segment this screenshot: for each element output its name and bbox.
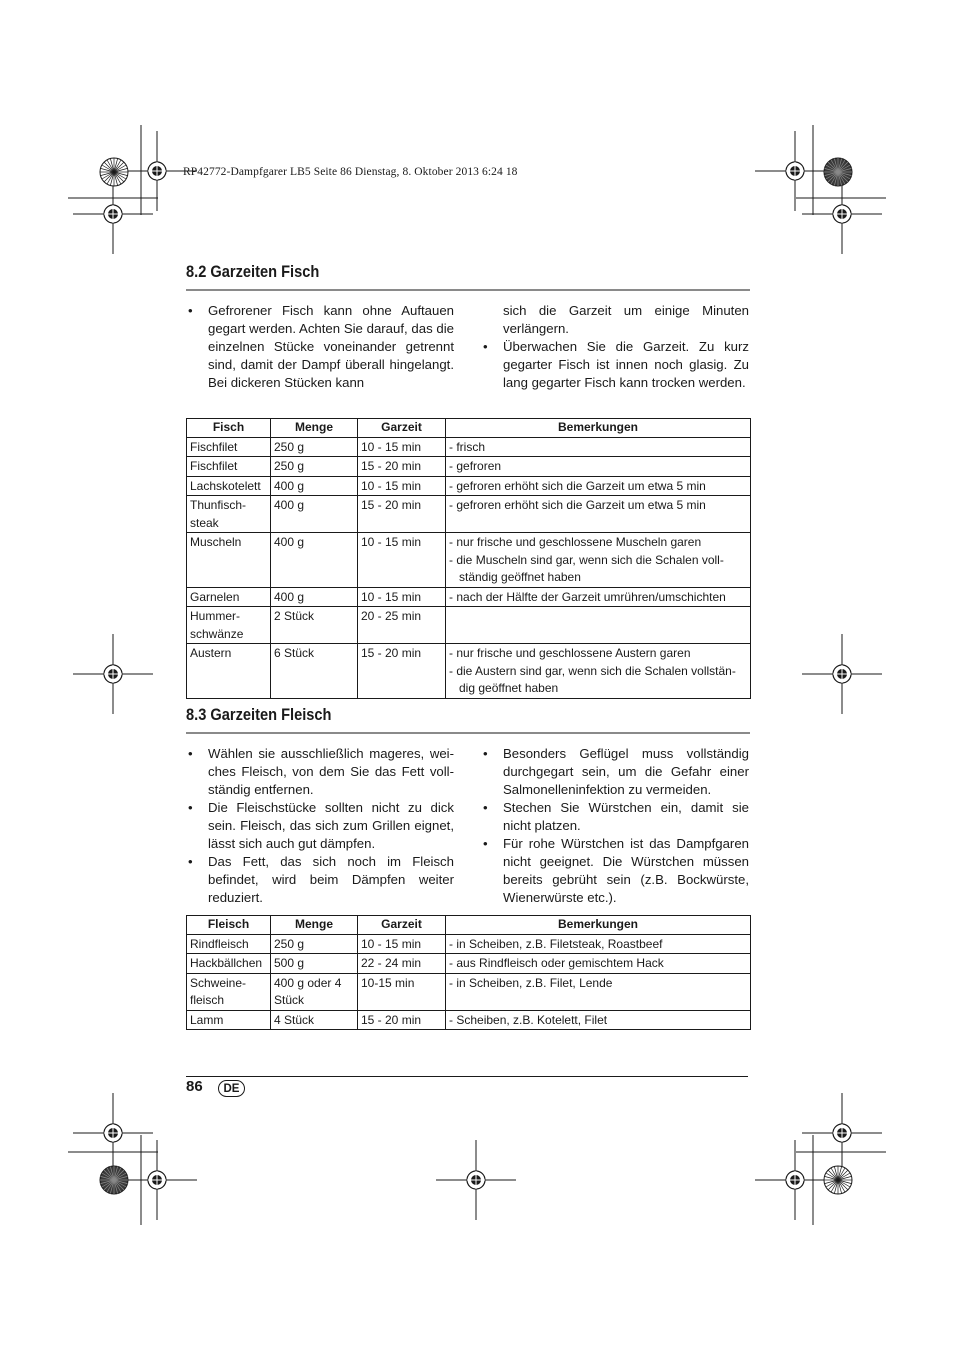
cell-notes xyxy=(446,1010,751,1030)
column-header-notes: Bemerkungen xyxy=(446,916,751,935)
note-line: - gefroren xyxy=(449,458,747,476)
cell-notes xyxy=(446,476,751,496)
registration-mark-dot xyxy=(837,209,847,219)
note-line: - Scheiben, z.B. Kotelett, Filet xyxy=(449,1012,747,1030)
cell-time: 20 - 25 min xyxy=(358,607,446,644)
registration-mark-icon xyxy=(104,1124,122,1142)
registration-mark-dot xyxy=(152,1175,162,1185)
table-row xyxy=(187,1010,751,1030)
cell-notes xyxy=(446,934,751,954)
cell-item: Fischfilet xyxy=(187,437,271,457)
section-rule-meat xyxy=(186,732,750,734)
cell-time: 15 - 20 min xyxy=(358,1010,446,1030)
cell-notes xyxy=(446,587,751,607)
cell-notes xyxy=(446,533,751,588)
cell-amount: 400 g oder 4 Stück xyxy=(271,973,358,1010)
registration-mark-dot xyxy=(837,669,847,679)
cell-amount: 400 g xyxy=(271,533,358,588)
cell-item: Fischfilet xyxy=(187,457,271,477)
bullet-item: • Die Fleischstücke sollten nicht zu dick sein. Fleisch, das sich zum Grillen eignet, lässt sich auch gut dämpfen. xyxy=(186,799,454,853)
registration-mark-icon xyxy=(148,1171,166,1189)
color-wheel-icon xyxy=(824,158,852,186)
meat-bullet-list-left xyxy=(186,745,454,907)
registration-mark-icon xyxy=(148,162,166,180)
cell-item: Hackbällchen xyxy=(187,954,271,974)
meat-text-left xyxy=(186,745,454,907)
registration-mark-dot xyxy=(790,166,800,176)
column-header-notes: Bemerkungen xyxy=(446,419,751,438)
fish-bullet-list-right xyxy=(481,338,749,392)
registration-mark-icon xyxy=(786,162,804,180)
color-wheel-icon xyxy=(100,158,128,186)
section-rule-fish xyxy=(186,289,750,291)
table-row xyxy=(187,533,751,588)
table-row xyxy=(187,607,751,644)
cell-item: Hummer-schwänze xyxy=(187,607,271,644)
cell-amount: 500 g xyxy=(271,954,358,974)
note-line: - nach der Hälfte der Garzeit umrühren/umschichten xyxy=(449,589,747,607)
table-row xyxy=(187,954,751,974)
color-wheel-icon xyxy=(100,1166,128,1194)
cell-time: 10-15 min xyxy=(358,973,446,1010)
registration-mark-icon xyxy=(833,205,851,223)
table-row xyxy=(187,644,751,699)
cell-notes xyxy=(446,496,751,533)
column-header-item: Fisch xyxy=(187,419,271,438)
cell-item: Schweine-fleisch xyxy=(187,973,271,1010)
meat-text-right xyxy=(481,745,749,907)
note-line: - gefroren erhöht sich die Garzeit um etwa 5 min xyxy=(449,497,747,515)
fish-continuation-text: sich die Garzeit um einige Minuten verlängern. xyxy=(503,303,749,336)
section-title-fish: 8.2 Garzeiten Fisch xyxy=(186,262,320,281)
cell-amount: 6 Stück xyxy=(271,644,358,699)
note-line: - nur frische und geschlossene Austern garen xyxy=(449,645,747,663)
fish-text-right xyxy=(481,302,749,392)
note-line: - frisch xyxy=(449,439,747,457)
column-header-item: Fleisch xyxy=(187,916,271,935)
registration-mark-icon xyxy=(833,1124,851,1142)
section-title-meat: 8.3 Garzeiten Fleisch xyxy=(186,705,332,724)
note-line: - aus Rindfleisch oder gemischtem Hack xyxy=(449,955,747,973)
registration-mark-icon xyxy=(833,665,851,683)
cell-time: 10 - 15 min xyxy=(358,533,446,588)
fish-cooking-table xyxy=(186,418,751,699)
registration-mark-dot xyxy=(471,1175,481,1185)
registration-mark-icon xyxy=(104,205,122,223)
cell-item: Muscheln xyxy=(187,533,271,588)
cell-notes xyxy=(446,973,751,1010)
note-line: - nur frische und geschlossene Muscheln garen xyxy=(449,534,747,552)
note-line: - die Austern sind gar, wenn sich die Schalen vollstän-dig geöffnet haben xyxy=(449,663,747,698)
cell-item: Rindfleisch xyxy=(187,934,271,954)
note-line: - die Muscheln sind gar, wenn sich die Schalen voll-ständig geöffnet haben xyxy=(449,552,747,587)
column-header-amount: Menge xyxy=(271,419,358,438)
registration-mark-icon xyxy=(104,665,122,683)
cell-item: Thunfisch-steak xyxy=(187,496,271,533)
cell-item: Lachskotelett xyxy=(187,476,271,496)
registration-mark-icon xyxy=(786,1171,804,1189)
color-wheel-icon xyxy=(824,1166,852,1194)
table-row xyxy=(187,476,751,496)
cell-amount: 250 g xyxy=(271,437,358,457)
cell-time: 15 - 20 min xyxy=(358,496,446,533)
footer-rule xyxy=(186,1076,748,1077)
note-line: - in Scheiben, z.B. Filet, Lende xyxy=(449,975,747,993)
meat-bullet-list-right xyxy=(481,745,749,907)
bullet-item: • Stechen Sie Würstchen ein, damit sie nicht platzen. xyxy=(481,799,749,835)
note-line: - gefroren erhöht sich die Garzeit um etwa 5 min xyxy=(449,478,747,496)
cell-item: Austern xyxy=(187,644,271,699)
registration-mark-dot xyxy=(790,1175,800,1185)
table-row xyxy=(187,587,751,607)
cell-amount: 2 Stück xyxy=(271,607,358,644)
bullet-item: • Wählen sie ausschließlich mageres, wei-ches Fleisch, von dem Sie das Fett voll-ständig entfernen. xyxy=(186,745,454,799)
cell-amount: 4 Stück xyxy=(271,1010,358,1030)
table-row xyxy=(187,934,751,954)
cell-amount: 400 g xyxy=(271,496,358,533)
cell-amount: 250 g xyxy=(271,457,358,477)
registration-mark-dot xyxy=(108,1128,118,1138)
table-row xyxy=(187,496,751,533)
table-row xyxy=(187,973,751,1010)
cell-time: 15 - 20 min xyxy=(358,644,446,699)
table-row xyxy=(187,457,751,477)
column-header-time: Garzeit xyxy=(358,916,446,935)
cell-time: 10 - 15 min xyxy=(358,934,446,954)
table-header-row xyxy=(187,916,751,935)
cell-amount: 250 g xyxy=(271,934,358,954)
cell-notes xyxy=(446,437,751,457)
fish-bullet-list-left xyxy=(186,302,454,392)
cell-time: 10 - 15 min xyxy=(358,476,446,496)
cell-notes xyxy=(446,457,751,477)
page-number: 86 xyxy=(186,1078,203,1095)
bullet-item: • Besonders Geflügel muss vollständig durchgegart sein, um die Gefahr einer Salmonelleninfektion zu vermeiden. xyxy=(481,745,749,799)
fish-text-left xyxy=(186,302,454,392)
registration-mark-dot xyxy=(108,209,118,219)
registration-mark-dot xyxy=(837,1128,847,1138)
cell-item: Garnelen xyxy=(187,587,271,607)
cell-item: Lamm xyxy=(187,1010,271,1030)
registration-mark-icon xyxy=(467,1171,485,1189)
cell-notes xyxy=(446,607,751,644)
note-line: - in Scheiben, z.B. Filetsteak, Roastbeef xyxy=(449,936,747,954)
bullet-item: • Überwachen Sie die Garzeit. Zu kurz gegarter Fisch ist innen noch glasig. Zu lang gegarter Fisch kann trocken werden. xyxy=(481,338,749,392)
cell-time: 15 - 20 min xyxy=(358,457,446,477)
registration-mark-dot xyxy=(108,669,118,679)
cell-time: 22 - 24 min xyxy=(358,954,446,974)
table-header-row xyxy=(187,419,751,438)
column-header-time: Garzeit xyxy=(358,419,446,438)
cell-amount: 400 g xyxy=(271,476,358,496)
table-row xyxy=(187,437,751,457)
printer-slug-line: RP42772-Dampfgarer LB5 Seite 86 Dienstag, 8. Oktober 2013 6:24 18 xyxy=(183,166,518,178)
bullet-item: • Für rohe Würstchen ist das Dampfgaren nicht geeignet. Die Würstchen müssen bereits gebrüht sein (z.B. Bockwürste, Wienerwürste etc.). xyxy=(481,835,749,907)
language-badge: DE xyxy=(218,1080,245,1097)
cell-notes xyxy=(446,954,751,974)
cell-time: 10 - 15 min xyxy=(358,437,446,457)
cell-notes xyxy=(446,644,751,699)
bullet-item: • Das Fett, das sich noch im Fleisch befindet, wird beim Dämpfen weiter reduziert. xyxy=(186,853,454,907)
meat-cooking-table xyxy=(186,915,751,1030)
registration-mark-dot xyxy=(152,166,162,176)
column-header-amount: Menge xyxy=(271,916,358,935)
cell-amount: 400 g xyxy=(271,587,358,607)
cell-time: 10 - 15 min xyxy=(358,587,446,607)
bullet-item: • Gefrorener Fisch kann ohne Auftauen gegart werden. Achten Sie darauf, das die einzelnen Stücke voneinander getrennt sind, damit der Dampf überall hingelangt. Bei dickeren Stücken kann xyxy=(186,302,454,392)
